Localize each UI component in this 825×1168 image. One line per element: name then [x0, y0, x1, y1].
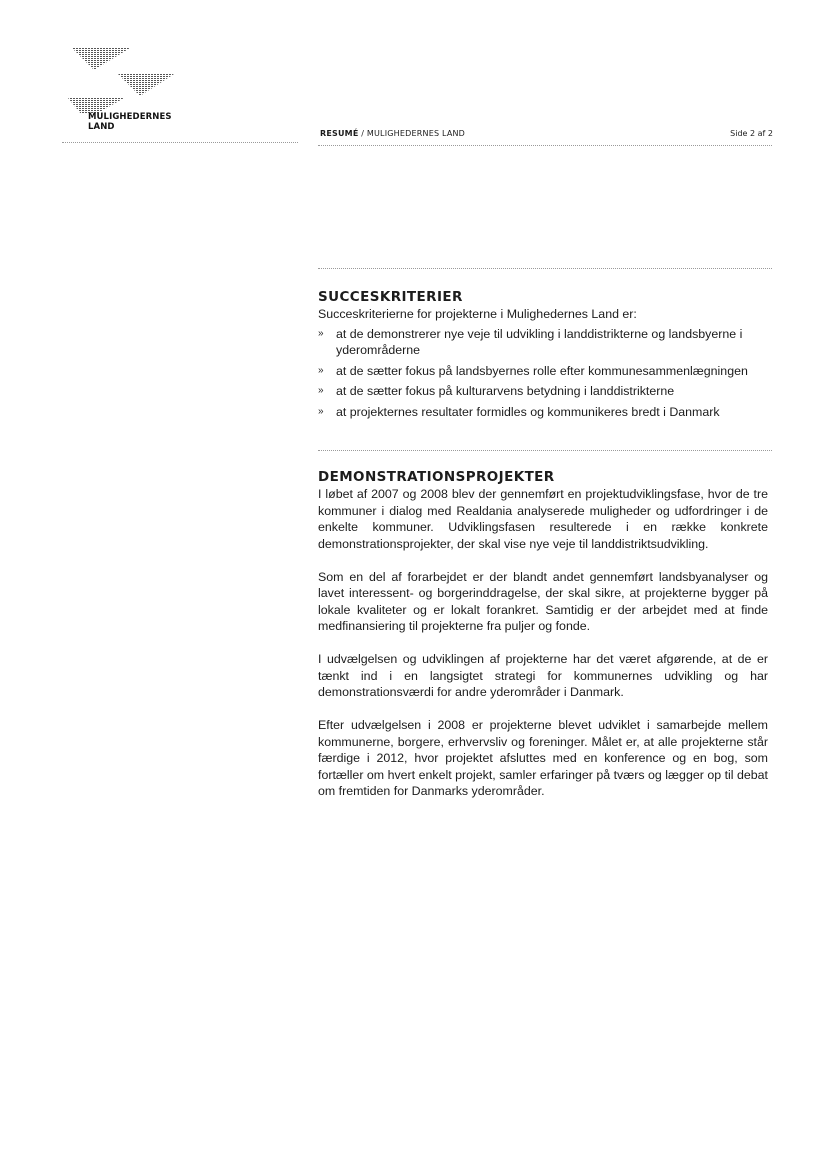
succes-section: [318, 289, 768, 424]
logo-text: [88, 112, 172, 132]
logo-line-2: LAND: [88, 122, 115, 132]
section-divider-1: [318, 268, 772, 269]
demo-title: DEMONSTRATIONSPROJEKTER: [318, 469, 555, 485]
list-item-text: at de sætter fokus på kulturarvens betydning i landdistrikterne: [336, 384, 675, 398]
succes-list: [318, 326, 768, 421]
list-item-text: at de sætter fokus på landsbyernes rolle efter kommunesammenlægningen: [336, 363, 748, 378]
logo-line-1: MULIGHEDERNES: [88, 112, 172, 122]
header-label: [320, 129, 465, 138]
succes-intro: Succeskriterierne for projekterne i Mulighedernes Land er:: [318, 307, 637, 321]
list-item: [318, 363, 768, 380]
list-item-text: at projekternes resultater formidles og kommunikeres bredt i Danmark: [336, 404, 720, 419]
header-rule-right: [318, 145, 772, 146]
bullet-mark: »: [318, 405, 324, 417]
demo-paragraph-1: I løbet af 2007 og 2008 blev der gennemført en projektudviklingsfase, hvor de tre kommuner i dialog med Realdania analyserede muligheder og udfordringer i de enkelte kommuner. Udviklingsfasen resulterede i en række konkrete demonstrationsprojekter, der skal vise nye veje til landdistriktsudvikling.: [318, 487, 768, 551]
list-item-text: at de demonstrerer nye veje til udvikling i landdistrikterne og landsbyerne i yderområderne: [336, 326, 743, 357]
bullet-mark: »: [318, 327, 324, 339]
header-label-rest: / MULIGHEDERNES LAND: [358, 129, 466, 138]
bullet-mark: »: [318, 385, 324, 396]
demo-paragraph-4: Efter udvælgelsen i 2008 er projekterne blevet udviklet i samarbejde mellem kommunerne, borgere, erhvervsliv og foreninger. Målet er, at alle projekterne står færdige i 2012, hvor projektet afsluttes med en konference og en bog, som fortæller om hvert enkelt projekt, samler erfaringer på tværs og lægger op til debat om fremtiden for Danmarks yderområder.: [318, 718, 768, 798]
list-item: [318, 404, 768, 421]
list-item: [318, 383, 768, 400]
demo-paragraph-3: I udvælgelsen og udviklingen af projekterne har det været afgørende, at de er tænkt ind i en langsigtet strategi for kommunernes udvikling og har demonstrationsværdi for andre yderområder i Danmark.: [318, 652, 768, 699]
logo: [64, 44, 194, 134]
bullet-mark: »: [318, 364, 324, 376]
demo-section: [318, 469, 768, 816]
header-label-bold: RESUMÉ: [320, 129, 359, 138]
page-number: Side 2 af 2: [730, 129, 773, 138]
logo-mark-icon: [64, 44, 194, 114]
demo-paragraph-2: Som en del af forarbejdet er der blandt andet gennemført landsbyanalyser og lavet interessent- og borgerinddragelse, der skal sikre, at projekterne bygger på lokale kvaliteter og er lokalt forankret. Samtidig er der arbejdet med at finde medfinansiering til projekterne fra puljer og fonde.: [318, 569, 768, 633]
section-divider-2: [318, 450, 772, 451]
succes-title: SUCCESKRITERIER: [318, 289, 463, 305]
list-item: [318, 326, 768, 359]
header-rule-left: [62, 142, 298, 143]
